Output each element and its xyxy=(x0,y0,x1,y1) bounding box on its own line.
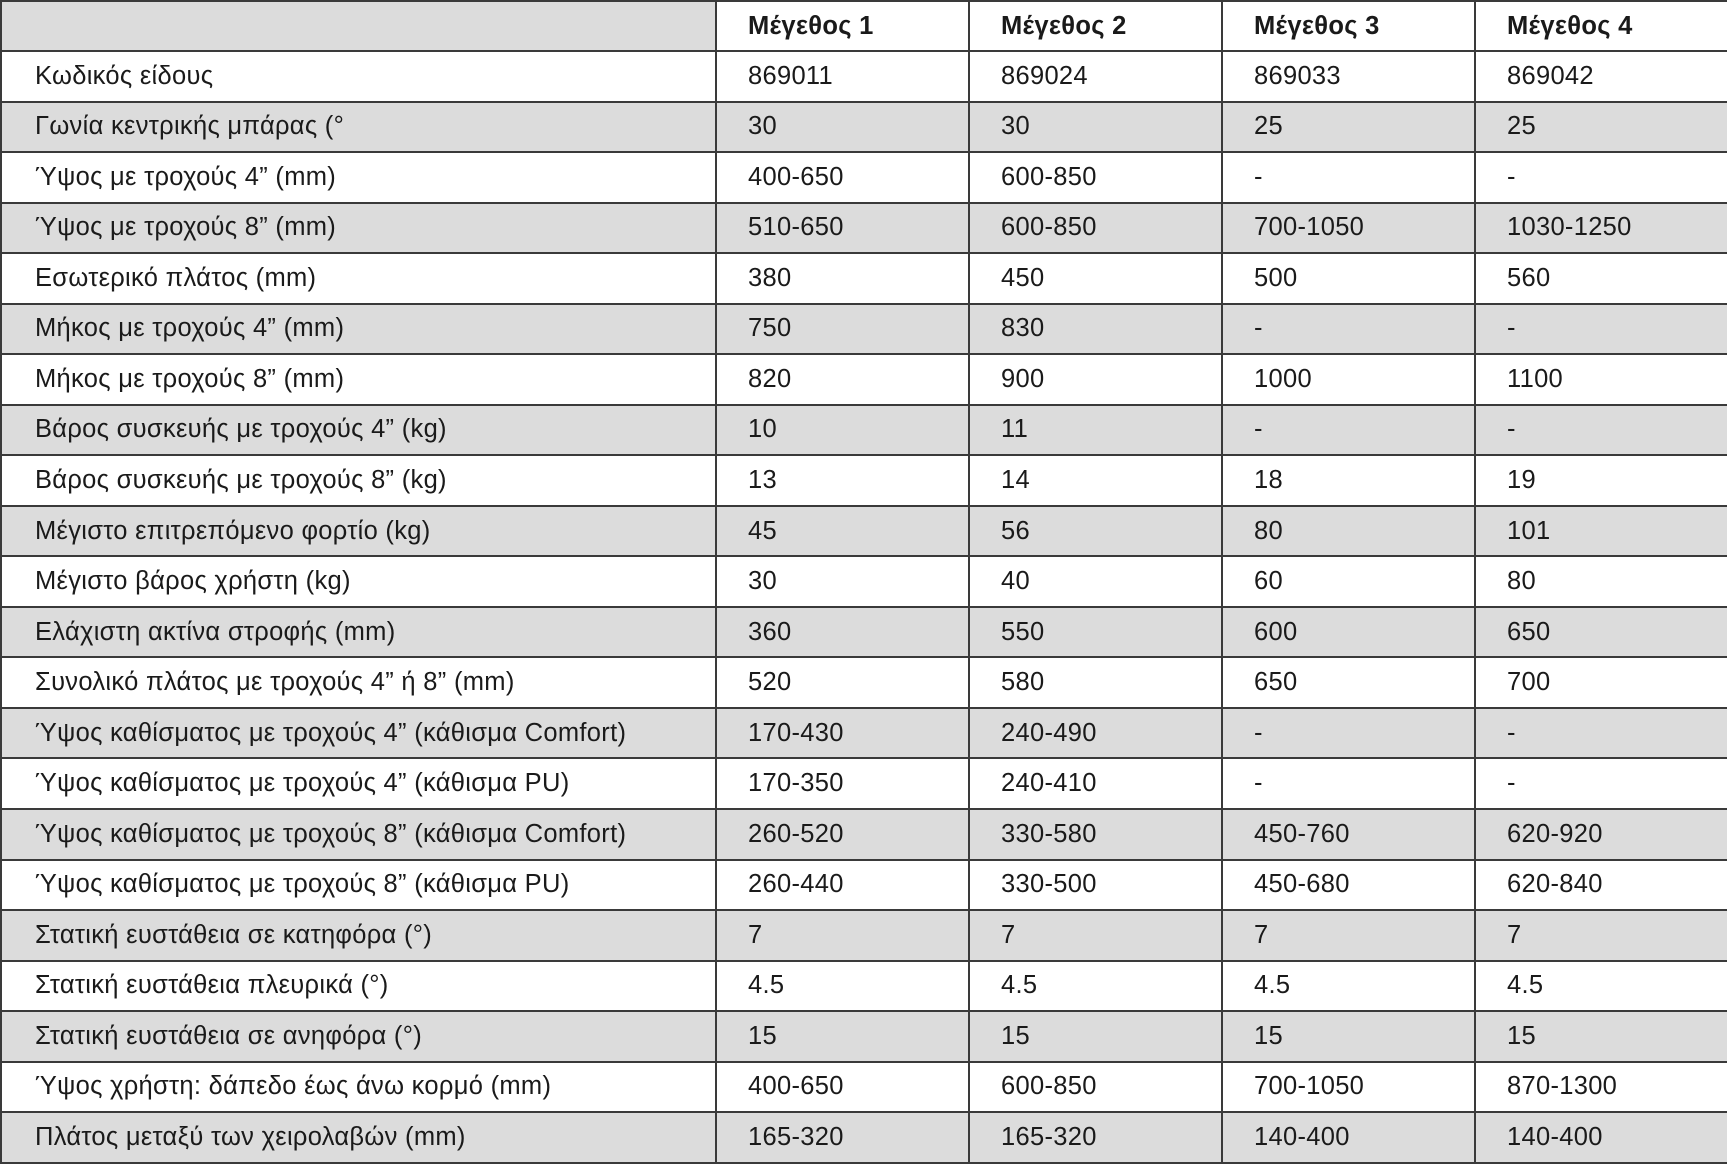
row-label: Ύψος καθίσματος με τροχούς 8” (κάθισμα Comfort) xyxy=(1,809,716,860)
cell-size-1: 400-650 xyxy=(716,152,969,203)
cell-size-2: 11 xyxy=(969,405,1222,456)
row-label: Μέγιστο βάρος χρήστη (kg) xyxy=(1,556,716,607)
table-row xyxy=(1,203,1727,254)
cell-size-4: - xyxy=(1475,758,1727,809)
cell-size-1: 10 xyxy=(716,405,969,456)
cell-size-3: 450-760 xyxy=(1222,809,1475,860)
cell-size-4: 650 xyxy=(1475,607,1727,658)
cell-size-4: 1100 xyxy=(1475,354,1727,405)
cell-size-3: - xyxy=(1222,758,1475,809)
cell-size-2: 900 xyxy=(969,354,1222,405)
row-label: Ύψος χρήστη: δάπεδο έως άνω κορμό (mm) xyxy=(1,1062,716,1113)
table-row xyxy=(1,1112,1727,1163)
row-label: Συνολικό πλάτος με τροχούς 4” ή 8” (mm) xyxy=(1,657,716,708)
cell-size-4: 15 xyxy=(1475,1011,1727,1062)
cell-size-2: 40 xyxy=(969,556,1222,607)
cell-size-2: 7 xyxy=(969,910,1222,961)
cell-size-1: 165-320 xyxy=(716,1112,969,1163)
header-size-4: Μέγεθος 4 xyxy=(1475,1,1727,51)
cell-size-3: 700-1050 xyxy=(1222,203,1475,254)
cell-size-4: - xyxy=(1475,708,1727,759)
row-label: Ύψος με τροχούς 4” (mm) xyxy=(1,152,716,203)
header-size-1: Μέγεθος 1 xyxy=(716,1,969,51)
row-label: Πλάτος μεταξύ των χειρολαβών (mm) xyxy=(1,1112,716,1163)
cell-size-1: 869011 xyxy=(716,51,969,102)
table-row xyxy=(1,102,1727,153)
cell-size-1: 750 xyxy=(716,304,969,355)
cell-size-3: - xyxy=(1222,405,1475,456)
table-row xyxy=(1,405,1727,456)
row-label: Μέγιστο επιτρεπόμενο φορτίο (kg) xyxy=(1,506,716,557)
table-row xyxy=(1,354,1727,405)
cell-size-3: 15 xyxy=(1222,1011,1475,1062)
cell-size-1: 13 xyxy=(716,455,969,506)
cell-size-3: 1000 xyxy=(1222,354,1475,405)
cell-size-1: 400-650 xyxy=(716,1062,969,1113)
cell-size-3: - xyxy=(1222,304,1475,355)
table-row xyxy=(1,809,1727,860)
table-row xyxy=(1,657,1727,708)
header-size-2: Μέγεθος 2 xyxy=(969,1,1222,51)
table-row xyxy=(1,910,1727,961)
cell-size-2: 550 xyxy=(969,607,1222,658)
cell-size-3: 869033 xyxy=(1222,51,1475,102)
cell-size-1: 7 xyxy=(716,910,969,961)
cell-size-3: - xyxy=(1222,708,1475,759)
table-row xyxy=(1,1011,1727,1062)
cell-size-1: 30 xyxy=(716,556,969,607)
cell-size-1: 260-520 xyxy=(716,809,969,860)
cell-size-4: 620-840 xyxy=(1475,860,1727,911)
cell-size-3: 7 xyxy=(1222,910,1475,961)
row-label: Βάρος συσκευής με τροχούς 4” (kg) xyxy=(1,405,716,456)
row-label: Μήκος με τροχούς 8” (mm) xyxy=(1,354,716,405)
header-size-3: Μέγεθος 3 xyxy=(1222,1,1475,51)
table-row xyxy=(1,253,1727,304)
row-label: Στατική ευστάθεια σε ανηφόρα (°) xyxy=(1,1011,716,1062)
cell-size-2: 240-490 xyxy=(969,708,1222,759)
cell-size-2: 580 xyxy=(969,657,1222,708)
cell-size-4: 700 xyxy=(1475,657,1727,708)
cell-size-2: 600-850 xyxy=(969,203,1222,254)
cell-size-4: 560 xyxy=(1475,253,1727,304)
table-body xyxy=(1,51,1727,1163)
row-label: Εσωτερικό πλάτος (mm) xyxy=(1,253,716,304)
cell-size-1: 4.5 xyxy=(716,961,969,1012)
table-row xyxy=(1,152,1727,203)
cell-size-3: 60 xyxy=(1222,556,1475,607)
cell-size-2: 330-500 xyxy=(969,860,1222,911)
cell-size-2: 330-580 xyxy=(969,809,1222,860)
cell-size-2: 450 xyxy=(969,253,1222,304)
cell-size-1: 510-650 xyxy=(716,203,969,254)
row-label: Στατική ευστάθεια σε κατηφόρα (°) xyxy=(1,910,716,961)
header-row xyxy=(1,1,1727,51)
cell-size-4: 869042 xyxy=(1475,51,1727,102)
cell-size-4: - xyxy=(1475,304,1727,355)
row-label: Ύψος καθίσματος με τροχούς 8” (κάθισμα PU) xyxy=(1,860,716,911)
row-label: Ελάχιστη ακτίνα στροφής (mm) xyxy=(1,607,716,658)
cell-size-3: 600 xyxy=(1222,607,1475,658)
cell-size-2: 240-410 xyxy=(969,758,1222,809)
cell-size-3: 25 xyxy=(1222,102,1475,153)
cell-size-4: 140-400 xyxy=(1475,1112,1727,1163)
cell-size-3: 650 xyxy=(1222,657,1475,708)
cell-size-2: 14 xyxy=(969,455,1222,506)
cell-size-2: 869024 xyxy=(969,51,1222,102)
header-corner-cell xyxy=(1,1,716,51)
row-label: Ύψος καθίσματος με τροχούς 4” (κάθισμα Comfort) xyxy=(1,708,716,759)
row-label: Ύψος με τροχούς 8” (mm) xyxy=(1,203,716,254)
cell-size-1: 15 xyxy=(716,1011,969,1062)
cell-size-4: 80 xyxy=(1475,556,1727,607)
table-row xyxy=(1,51,1727,102)
cell-size-4: 19 xyxy=(1475,455,1727,506)
cell-size-3: 18 xyxy=(1222,455,1475,506)
cell-size-4: 4.5 xyxy=(1475,961,1727,1012)
row-label: Βάρος συσκευής με τροχούς 8” (kg) xyxy=(1,455,716,506)
table-row xyxy=(1,961,1727,1012)
cell-size-2: 600-850 xyxy=(969,152,1222,203)
row-label: Ύψος καθίσματος με τροχούς 4” (κάθισμα PU) xyxy=(1,758,716,809)
cell-size-2: 15 xyxy=(969,1011,1222,1062)
cell-size-1: 380 xyxy=(716,253,969,304)
cell-size-2: 165-320 xyxy=(969,1112,1222,1163)
cell-size-3: 700-1050 xyxy=(1222,1062,1475,1113)
cell-size-4: 620-920 xyxy=(1475,809,1727,860)
row-label: Κωδικός είδους xyxy=(1,51,716,102)
table-row xyxy=(1,758,1727,809)
table-row xyxy=(1,860,1727,911)
cell-size-1: 820 xyxy=(716,354,969,405)
table-row xyxy=(1,1062,1727,1113)
cell-size-1: 45 xyxy=(716,506,969,557)
row-label: Γωνία κεντρικής μπάρας (° xyxy=(1,102,716,153)
cell-size-2: 830 xyxy=(969,304,1222,355)
cell-size-4: - xyxy=(1475,152,1727,203)
cell-size-1: 520 xyxy=(716,657,969,708)
cell-size-1: 30 xyxy=(716,102,969,153)
cell-size-4: - xyxy=(1475,405,1727,456)
cell-size-2: 30 xyxy=(969,102,1222,153)
table-header xyxy=(1,1,1727,51)
cell-size-1: 170-350 xyxy=(716,758,969,809)
cell-size-3: - xyxy=(1222,152,1475,203)
cell-size-4: 1030-1250 xyxy=(1475,203,1727,254)
row-label: Μήκος με τροχούς 4” (mm) xyxy=(1,304,716,355)
cell-size-1: 360 xyxy=(716,607,969,658)
table-row xyxy=(1,556,1727,607)
table-row xyxy=(1,455,1727,506)
cell-size-2: 4.5 xyxy=(969,961,1222,1012)
table-row xyxy=(1,304,1727,355)
cell-size-3: 4.5 xyxy=(1222,961,1475,1012)
cell-size-2: 600-850 xyxy=(969,1062,1222,1113)
cell-size-1: 170-430 xyxy=(716,708,969,759)
cell-size-4: 101 xyxy=(1475,506,1727,557)
cell-size-2: 56 xyxy=(969,506,1222,557)
table-row xyxy=(1,607,1727,658)
table-row xyxy=(1,506,1727,557)
table-row xyxy=(1,708,1727,759)
cell-size-4: 7 xyxy=(1475,910,1727,961)
row-label: Στατική ευστάθεια πλευρικά (°) xyxy=(1,961,716,1012)
cell-size-3: 500 xyxy=(1222,253,1475,304)
cell-size-3: 80 xyxy=(1222,506,1475,557)
cell-size-4: 25 xyxy=(1475,102,1727,153)
cell-size-1: 260-440 xyxy=(716,860,969,911)
cell-size-3: 140-400 xyxy=(1222,1112,1475,1163)
cell-size-3: 450-680 xyxy=(1222,860,1475,911)
cell-size-4: 870-1300 xyxy=(1475,1062,1727,1113)
